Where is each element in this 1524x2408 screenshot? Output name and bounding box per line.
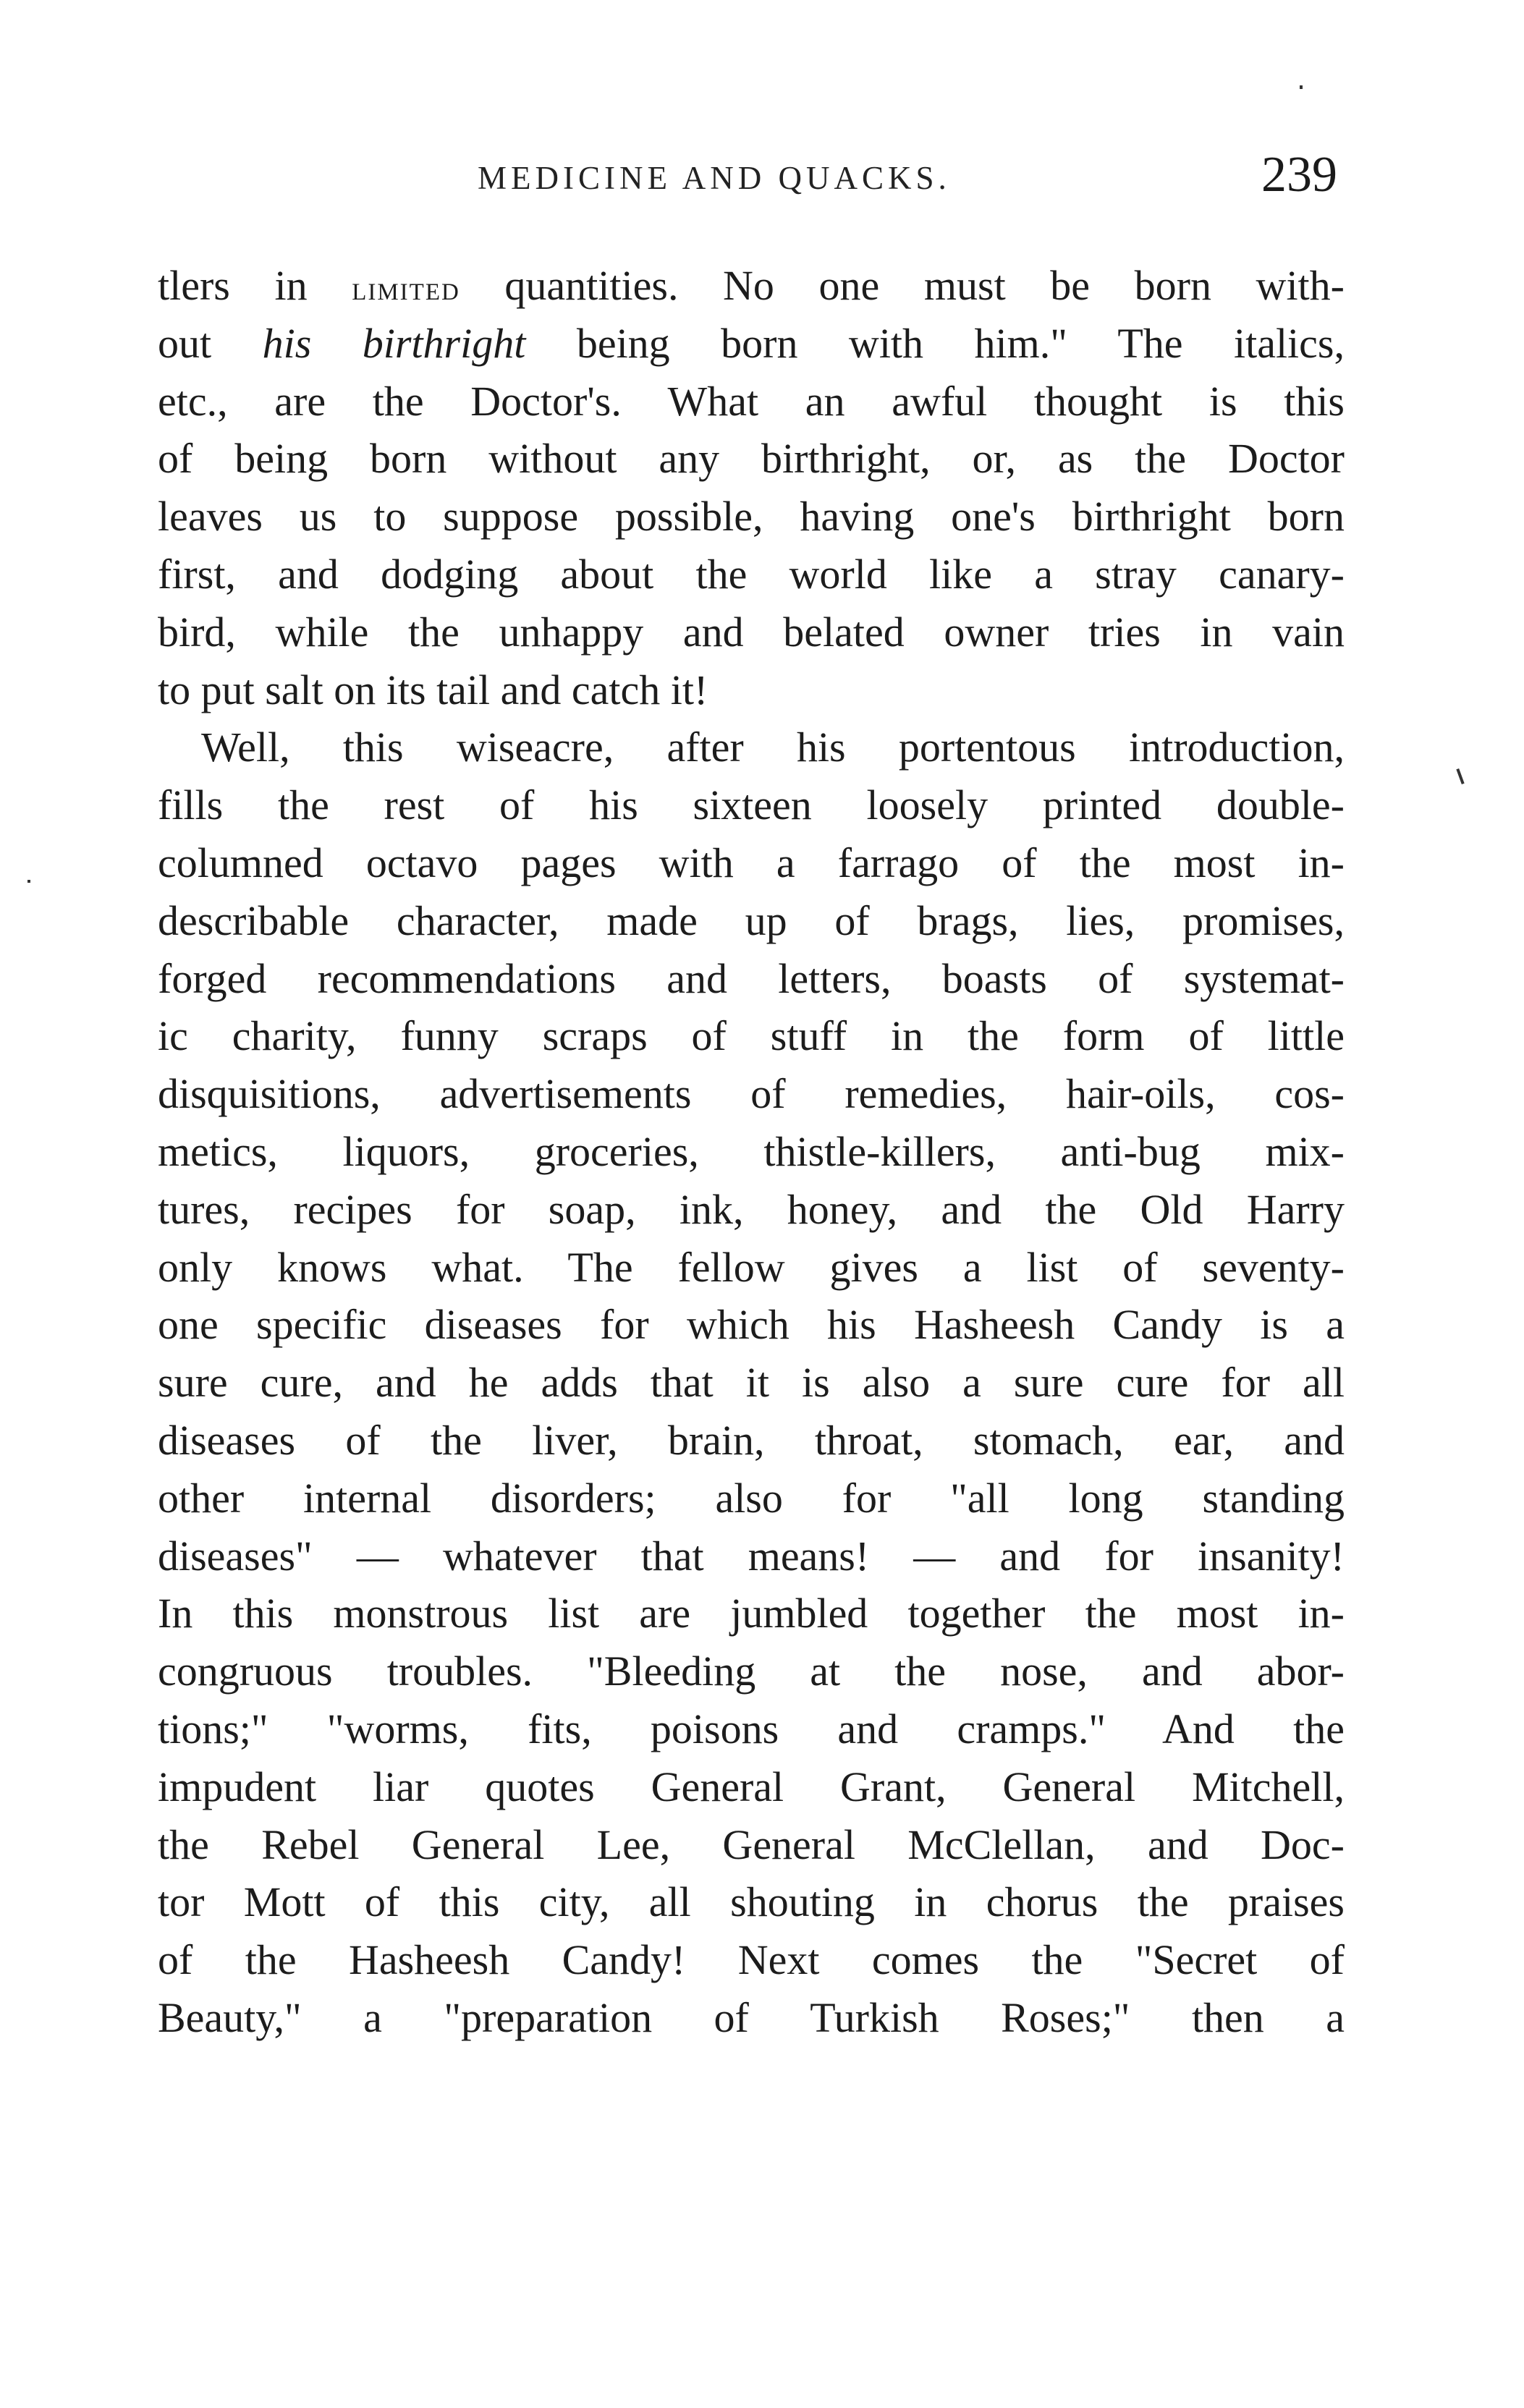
text-line: ic charity, funny scraps of stuff in the form of little [158, 1012, 1345, 1060]
text-line: tor Mott of this city, all shouting in chorus the praises [158, 1878, 1345, 1926]
text-line: other internal disorders; also for "all long standing [158, 1474, 1345, 1522]
text-line: metics, liquors, groceries, thistle-killers, anti-bug mix- [158, 1127, 1345, 1175]
text-line: only knows what. The fellow gives a list of seventy- [158, 1243, 1345, 1291]
text-line: tures, recipes for soap, ink, honey, and the Old Harry [158, 1185, 1345, 1233]
text-line: bird, while the unhappy and belated owner tries in vain [158, 608, 1345, 656]
text-line: out his birthright being born with him." The italics, [158, 319, 1345, 367]
text-line: diseases of the liver, brain, throat, stomach, ear, and [158, 1416, 1345, 1464]
text-line: one specific diseases for which his Hasheesh Candy is a [158, 1301, 1345, 1349]
text-line: impudent liar quotes General Grant, General Mitchell, [158, 1763, 1345, 1810]
text-line: to put salt on its tail and catch it! [158, 666, 708, 713]
text-line: disquisitions, advertisements of remedies, hair-oils, cos- [158, 1070, 1345, 1118]
text-line: fills the rest of his sixteen loosely printed double- [158, 781, 1345, 829]
text-line: Beauty," a "preparation of Turkish Roses;" then a [158, 1993, 1345, 2041]
text-line: of the Hasheesh Candy! Next comes the "Secret of [158, 1936, 1345, 1984]
text-line: the Rebel General Lee, General McClellan, and Doc- [158, 1820, 1345, 1868]
small-caps-word: limited [352, 270, 460, 308]
text-line: Well, this wiseacre, after his portentous introduction, [201, 724, 1345, 771]
print-speck [1456, 768, 1464, 784]
page-number: 239 [1261, 147, 1337, 203]
text-line: forged recommendations and letters, boasts of systemat- [158, 954, 1345, 1002]
body-text [158, 257, 1345, 2047]
text-line: etc., are the Doctor's. What an awful thought is this [158, 377, 1345, 425]
text-line: leaves us to suppose possible, having one's birthright born [158, 493, 1345, 540]
text-line: diseases" — whatever that means! — and for insanity! [158, 1532, 1345, 1580]
page-header [158, 147, 1337, 208]
print-speck [1300, 85, 1303, 89]
italic-phrase: his birthright [262, 319, 526, 367]
text-line: first, and dodging about the world like a stray canary- [158, 550, 1345, 598]
text-line: tions;" "worms, fits, poisons and cramps." And the [158, 1705, 1345, 1752]
running-title: MEDICINE AND QUACKS. [478, 160, 951, 196]
text-line: tlers in limited quantities. No one must be born with- [158, 262, 1345, 309]
text-line: columned octavo pages with a farrago of the most in- [158, 839, 1345, 886]
text-line: describable character, made up of brags, lies, promises, [158, 896, 1345, 944]
text-line: In this monstrous list are jumbled together the most in- [158, 1590, 1345, 1637]
print-speck [27, 880, 30, 883]
text-line: of being born without any birthright, or, as the Doctor [158, 435, 1345, 483]
text-line: congruous troubles. "Bleeding at the nose, and abor- [158, 1648, 1345, 1695]
text-line: sure cure, and he adds that it is also a sure cure for all [158, 1359, 1345, 1407]
